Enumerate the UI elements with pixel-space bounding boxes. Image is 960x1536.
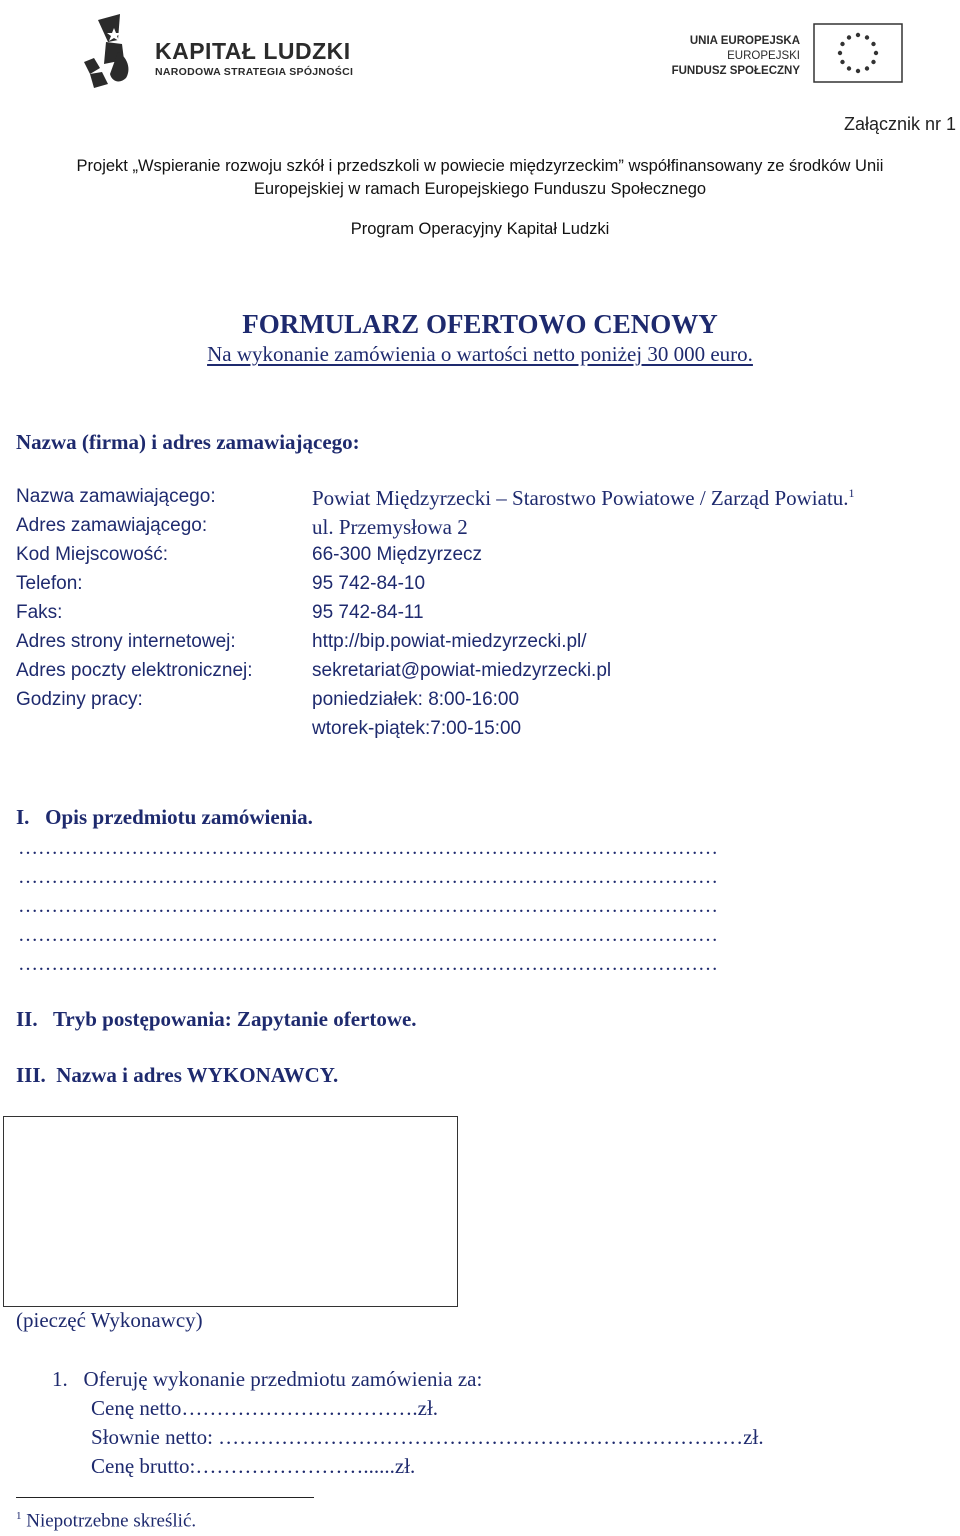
info-row-phone	[16, 573, 956, 602]
form-subtitle	[0, 342, 960, 367]
info-label: Adres zamawiającego:	[16, 515, 208, 536]
info-value: wtorek-piątek:7:00-15:00	[312, 718, 522, 739]
footnote-number: 1	[16, 1510, 22, 1522]
footnote	[16, 1510, 196, 1532]
description-line-2: ……………………………………………………………………………………………	[18, 866, 718, 888]
eu-flag-icon	[813, 23, 903, 83]
kapital-ludzki-subtitle: NARODOWA STRATEGIA SPÓJNOŚCI	[155, 66, 354, 78]
info-value: 95 742-84-10	[312, 573, 426, 594]
project-line-2: Europejskiej w ramach Europejskiego Funduszu Społecznego	[253, 180, 707, 198]
info-value: sekretariat@powiat-miedzyrzecki.pl	[312, 660, 612, 681]
info-label: Kod Miejscowość:	[16, 544, 169, 565]
net-words-field[interactable]: Słownie netto: …………………………………………………………………zł.	[91, 1425, 764, 1449]
form-subtitle-text: Na wykonanie zamówienia o wartości netto poniżej 30 000 euro.	[207, 342, 753, 366]
footnote-ref: 1	[848, 486, 855, 500]
ordering-party-heading: Nazwa (firma) i adres zamawiającego:	[16, 430, 360, 454]
footnote-separator	[16, 1497, 314, 1498]
info-label: Faks:	[16, 602, 63, 623]
description-line-3: ……………………………………………………………………………………………	[18, 895, 718, 917]
form-title: FORMULARZ OFERTOWO CENOWY	[242, 309, 718, 339]
info-row-email	[16, 660, 956, 689]
ue-logo-text	[672, 34, 800, 79]
info-row-name	[16, 486, 956, 515]
info-row-hours	[16, 689, 956, 718]
info-row-hours-2	[16, 718, 956, 747]
ue-line-1: UNIA EUROPEJSKA	[689, 35, 800, 47]
kapital-ludzki-title: KAPITAŁ LUDZKI	[155, 38, 351, 64]
offer-item-1: 1. Oferuję wykonanie przedmiotu zamówienia za:	[52, 1367, 483, 1391]
ue-line-2: EUROPEJSKI	[727, 50, 800, 62]
info-value: http://bip.powiat-miedzyrzecki.pl/	[312, 631, 587, 652]
info-label: Adres strony internetowej:	[16, 631, 236, 652]
contractor-stamp-box[interactable]	[3, 1116, 458, 1307]
info-row-address	[16, 515, 956, 544]
info-value	[312, 486, 855, 511]
info-label: Nazwa zamawiającego:	[16, 486, 216, 507]
info-value: ul. Przemysłowa 2	[312, 515, 468, 539]
attachment-label: Załącznik nr 1	[843, 114, 956, 134]
description-line-5: ……………………………………………………………………………………………	[18, 953, 718, 975]
section-3-heading: III. Nazwa i adres WYKONAWCY.	[16, 1063, 339, 1087]
info-label: Adres poczty elektronicznej:	[16, 660, 253, 681]
program-name: Program Operacyjny Kapitał Ludzki	[350, 220, 610, 238]
description-line-1: ……………………………………………………………………………………………	[18, 837, 718, 859]
info-row-fax	[16, 602, 956, 631]
project-line-1: Projekt „Wspieranie rozwoju szkół i przedszkoli w powiecie międzyrzeckim” współfinansowany ze środków Unii	[76, 157, 884, 175]
ue-line-3: FUNDUSZ SPOŁECZNY	[671, 65, 800, 77]
section-2-heading: II. Tryb postępowania: Zapytanie ofertowe.	[16, 1007, 417, 1031]
info-value: poniedziałek: 8:00-16:00	[312, 689, 520, 710]
info-row-postal	[16, 544, 956, 573]
info-label: Godziny pracy:	[16, 689, 143, 710]
footnote-text: Niepotrzebne skreślić.	[21, 1510, 197, 1532]
gross-price-field[interactable]: Cenę brutto:……………………......zł.	[91, 1454, 416, 1478]
stamp-label: (pieczęć Wykonawcy)	[16, 1308, 203, 1332]
info-value-text: Powiat Międzyrzecki – Starostwo Powiatowe / Zarząd Powiatu.	[312, 486, 849, 510]
info-value: 66-300 Międzyrzecz	[312, 544, 483, 565]
description-line-4: ……………………………………………………………………………………………	[18, 924, 718, 946]
info-value: 95 742-84-11	[312, 602, 424, 623]
info-row-website	[16, 631, 956, 660]
net-price-field[interactable]: Cenę netto…………………………….zł.	[91, 1396, 439, 1420]
section-1-heading: I. Opis przedmiotu zamówienia.	[16, 805, 313, 829]
kapital-ludzki-emblem-icon	[78, 12, 158, 92]
info-label: Telefon:	[16, 573, 83, 594]
